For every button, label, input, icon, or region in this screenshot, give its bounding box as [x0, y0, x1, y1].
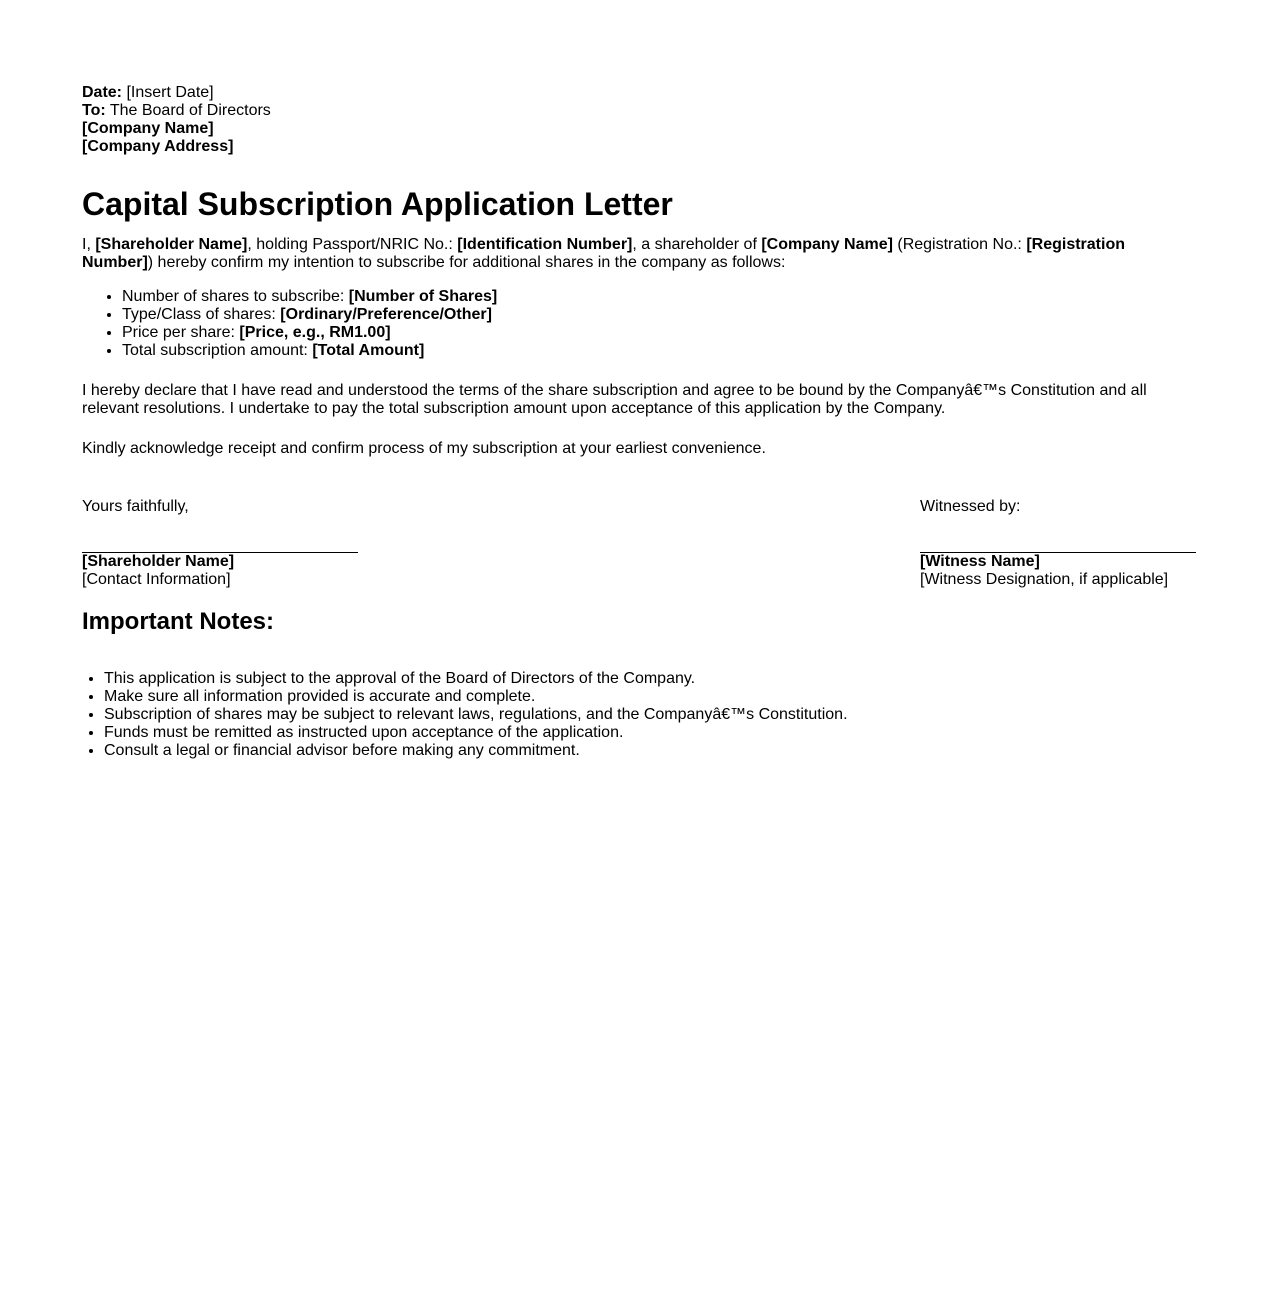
contact-information: [Contact Information] [82, 571, 231, 588]
witness-label: Witnessed by: [920, 498, 1021, 515]
letter-header [82, 84, 1196, 156]
witness-designation: [Witness Designation, if applicable] [920, 571, 1169, 588]
signature-section [82, 498, 1196, 598]
company-name: [Company Name] [82, 120, 214, 137]
page-title: Capital Subscription Application Letter [82, 186, 673, 222]
list-item: • Funds must be remitted as instructed upon acceptance of the application. [104, 724, 1196, 742]
shareholder-signature-block [82, 498, 358, 589]
witness-name: [Witness Name] [920, 553, 1040, 570]
company-address: [Company Address] [82, 138, 234, 155]
shareholder-name: [Shareholder Name] [95, 236, 248, 253]
witness-signature-block [920, 498, 1196, 589]
date-label: Date: [82, 84, 123, 101]
subscription-terms-list [82, 288, 1196, 360]
list-item: • Number of shares to subscribe: [Number of Shares] [122, 288, 1196, 306]
registration-number: [Registration Number] [82, 236, 1125, 271]
important-notes-list [82, 670, 1196, 760]
list-item: • Price per share: [Price, e.g., RM1.00] [122, 324, 1196, 342]
list-item: • Consult a legal or financial advisor before making any commitment. [104, 742, 1196, 760]
date-line [82, 84, 1196, 102]
date-value: [Insert Date] [126, 84, 214, 101]
intro-company-name: [Company Name] [761, 236, 893, 253]
list-item: • Make sure all information provided is accurate and complete. [104, 688, 1196, 706]
list-item: • Type/Class of shares: [Ordinary/Preference/Other] [122, 306, 1196, 324]
list-item: • Total subscription amount: [Total Amount] [122, 342, 1196, 360]
list-item: • Subscription of shares may be subject to relevant laws, regulations, and the Companyâ€™s Constitution. [104, 706, 1196, 724]
declaration-paragraph: I hereby declare that I have read and understood the terms of the share subscription and agree to be bound by the Companyâ€™s Constitution and all relevant resolutions. I undertake to pay the total subscription amount upon acceptance of this application by the Company. [82, 382, 1147, 417]
signatory-name: [Shareholder Name] [82, 553, 235, 570]
acknowledgement-paragraph: Kindly acknowledge receipt and confirm process of my subscription at your earliest convenience. [82, 440, 766, 457]
to-label: To: [82, 102, 106, 119]
recipient-value: The Board of Directors [109, 102, 271, 119]
notes-heading: Important Notes: [82, 608, 274, 635]
list-item: • This application is subject to the approval of the Board of Directors of the Company. [104, 670, 1196, 688]
intro-paragraph: I, [Shareholder Name], holding Passport/NRIC No.: [Identification Number], a shareholder of [Company Name] (Registration No.: [Registration Number]) hereby confirm my intention to subscribe for additional shares in the company as follows: [82, 236, 1125, 271]
identification-number: [Identification Number] [457, 236, 633, 253]
recipient-line [82, 102, 1196, 120]
closing-text: Yours faithfully, [82, 498, 189, 515]
